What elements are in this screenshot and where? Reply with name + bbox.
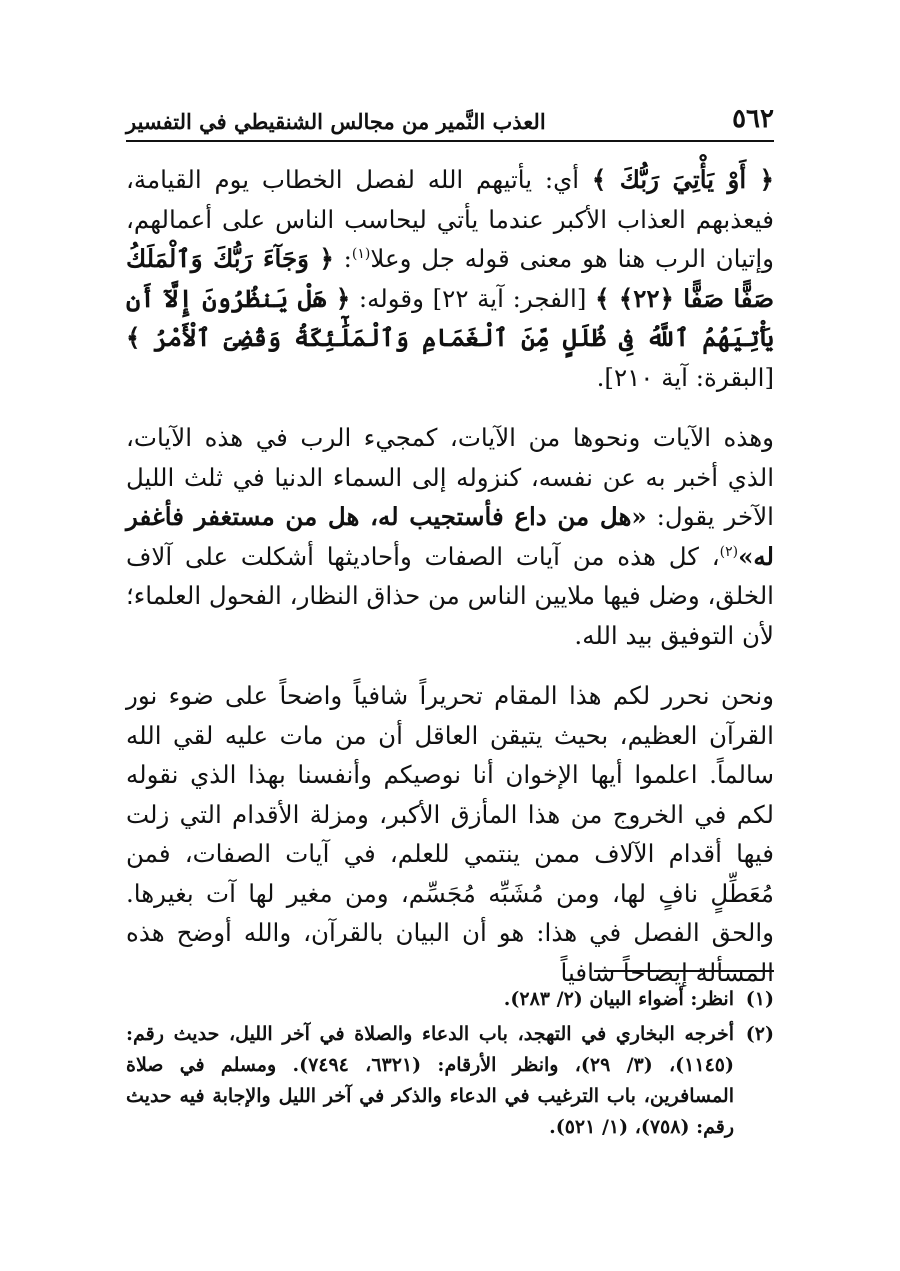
- footnote-number: (١): [745, 988, 774, 1010]
- footnote-reference[interactable]: (١): [351, 245, 371, 262]
- paragraph-text: وهذه الآيات ونحوها من الآيات، كمجيء الرب في هذه الآيات، الذي أخبر به عن نفسه، كنزوله إلى السماء الدنيا في ثلث الليل الآخر يقول:: [126, 423, 774, 531]
- hadith-quote: «هل من داع فأستجيب له، هل من مستغفر فأغفر له»: [126, 502, 774, 571]
- quran-verse: ﴿ وَجَآءَ رَبُّكَ وَٱلْمَلَكُ صَفًّا صَفًّا ﴿٢٢﴾ ﴾: [126, 244, 774, 313]
- running-title: العذب النَّمير من مجالس الشنقيطي في التفسير: [126, 109, 546, 134]
- paragraph-text: [البقرة: آية ٢١٠].: [596, 362, 774, 392]
- main-text: [126, 160, 774, 1013]
- paragraph: [126, 160, 774, 397]
- footnotes: [126, 984, 774, 1147]
- footnote-divider: [594, 970, 774, 972]
- page-number: ٥٦٢: [732, 104, 774, 134]
- footnote-text: انظر: أضواء البيان (٢/ ٢٨٣).: [503, 988, 734, 1010]
- paragraph: [126, 676, 774, 992]
- footnote-item: [126, 1019, 774, 1143]
- paragraph-text: أي: يأتيهم الله لفصل الخطاب يوم القيامة، فيعذبهم العذاب الأكبر عندما يأتي ليحاسب الناس على أعمالهم، وإتيان الرب هنا هو معنى قوله جل وعلا: [126, 165, 774, 273]
- footnote-number: (٢): [745, 1023, 774, 1045]
- footnote-text: أخرجه البخاري في التهجد، باب الدعاء والصلاة في آخر الليل، حديث رقم: (١١٤٥)، (٣/ ٢٩)، وانظر الأرقام: (٦٣٢١، ٧٤٩٤). ومسلم في صلاة المسافرين، باب الترغيب في الدعاء والذكر في آخر الليل والإجابة فيه حديث رقم: (٧٥٨)، (١/ ٥٢١).: [126, 1023, 734, 1138]
- paragraph-text: ونحن نحرر لكم هذا المقام تحريراً شافياً واضحاً على ضوء نور القرآن العظيم، بحيث يتيقن العاقل أن من مات عليه لقي الله سالماً. اعلموا أيها الإخوان أنا نوصيكم وأنفسنا بهذا الذي نقوله لكم في الخروج من هذا المأزق الأكبر، ومزلة الأقدام التي زلت فيها أقدام الآلاف ممن ينتمي للعلم، في آيات الصفات، فمن مُعَطِّلٍ نافٍ لها، ومن مُشَبِّه مُجَسِّم، ومن مغير لها آت بغيرها. والحق الفصل في هذا: هو أن البيان بالقرآن، والله أوضح هذه المسألة إيضاحاً شافياً: [126, 681, 774, 987]
- footnote-item: [126, 984, 774, 1015]
- paragraph-text: :: [333, 244, 352, 273]
- quran-verse: ﴿ أَوْ يَأْتِيَ رَبُّكَ ﴾: [591, 165, 774, 194]
- page-header: [126, 96, 774, 142]
- footnote-reference[interactable]: (٢): [719, 543, 739, 560]
- paragraph: [126, 418, 774, 655]
- paragraph-text: ، كل هذه من آيات الصفات وأحاديثها أشكلت على آلاف الخلق، وضل فيها ملايين الناس من حذاق النظار، الفحول العلماء؛ لأن التوفيق بيد الله.: [126, 541, 774, 650]
- quran-verse: ﴿ هَلْ يَنظُرُونَ إِلَّآ أَن يَأْتِيَهُمُ ٱللَّهُ فِى ظُلَلٍ مِّنَ ٱلْغَمَامِ وَٱلْمَلَٰٓئِكَةُ وَقُضِىَ ٱلْأَمْرُ ﴾: [126, 283, 774, 352]
- paragraph-text: [الفجر: آية ٢٢] وقوله:: [350, 283, 596, 313]
